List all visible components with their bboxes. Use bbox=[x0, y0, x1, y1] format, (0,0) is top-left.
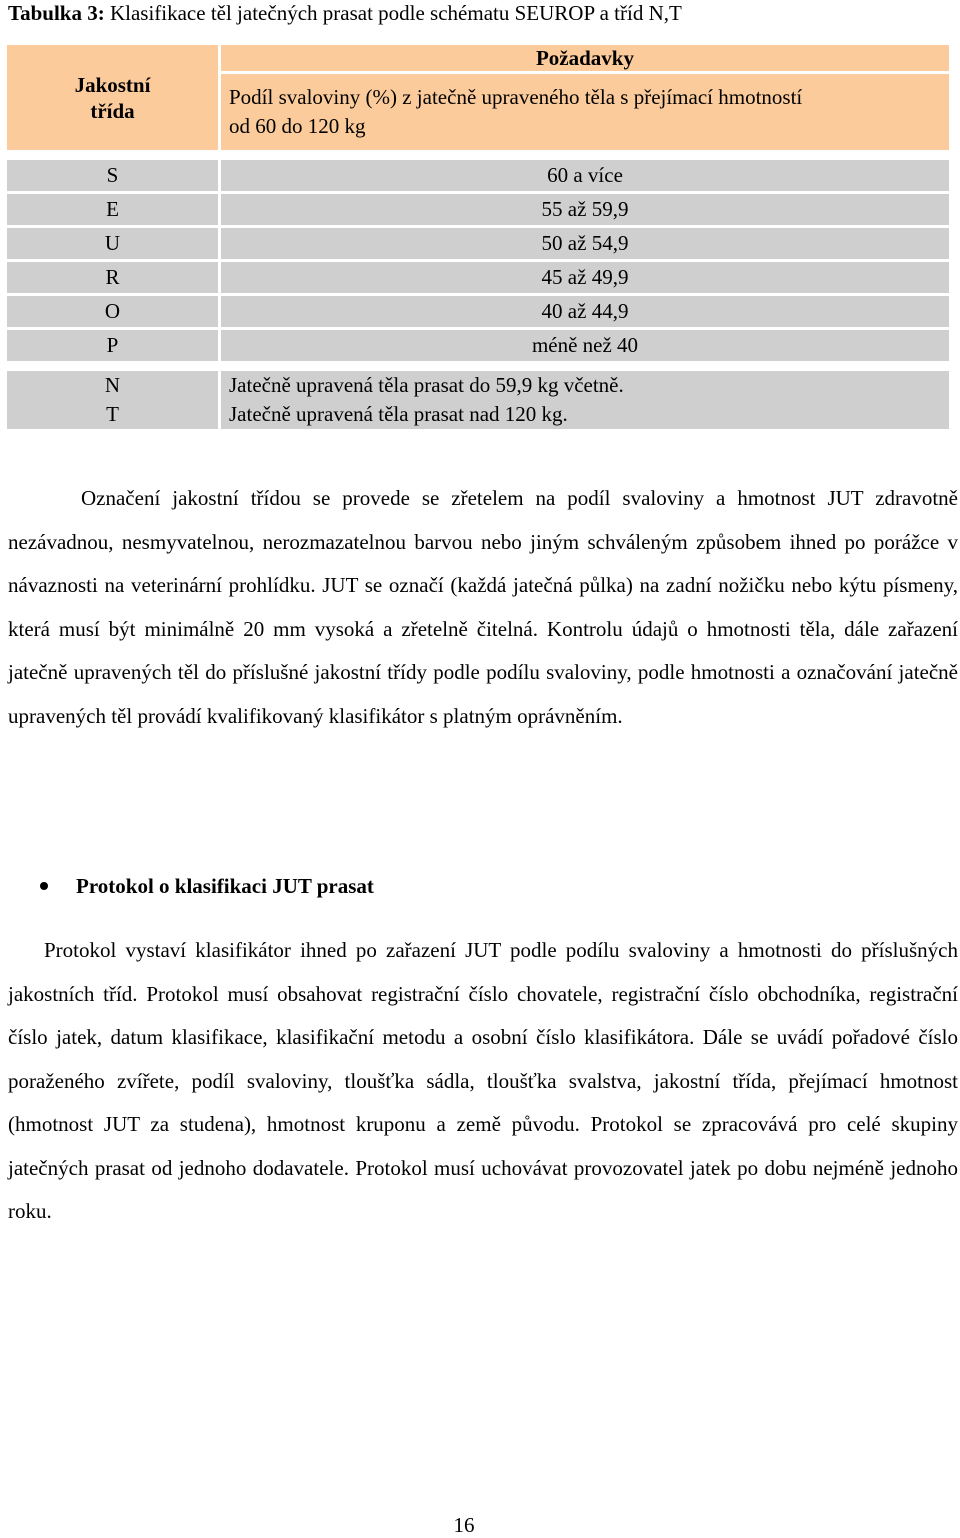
row-value-e: 55 až 59,9 bbox=[221, 194, 949, 225]
table-caption bbox=[8, 0, 682, 26]
row-class-t: T bbox=[106, 402, 119, 426]
header-quality-class-line1: Jakostní bbox=[74, 72, 151, 97]
paragraph-marking: Označení jakostní třídou se provede se zřetelem na podíl svaloviny a hmotnost JUT zdravotně nezávadnou, nesmyvatelnou, nerozmazatelnou barvou nebo jiným schváleným způsobem ihned po porážce v návaznosti na veterinární prohlídku. JUT se označí (každá jatečná půlka) na zadní nožičku nebo kýtu písmeny, která musí být minimálně 20 mm vysoká a zřetelně čitelná. Kontrolu údajů o hmotnosti těla, dále zařazení jatečně upravených těl do příslušné jakostní třídy podle podílu svaloviny, podle hmotnosti a označování jatečně upravených těl provádí kvalifikovaný klasifikátor s platným oprávněním. bbox=[8, 486, 958, 728]
row-value-n: Jatečně upravená těla prasat do 59,9 kg včetně. bbox=[229, 373, 624, 397]
header-requirements-desc-line2: od 60 do 120 kg bbox=[229, 114, 366, 138]
header-quality-class-line2: třída bbox=[90, 98, 135, 123]
page-number: 16 bbox=[453, 1513, 475, 1537]
table-gap bbox=[7, 364, 949, 368]
table-row bbox=[7, 296, 949, 327]
table-row bbox=[7, 194, 949, 225]
header-quality-class bbox=[7, 45, 218, 150]
row-value-nt bbox=[221, 371, 949, 429]
header-requirements-desc-line1: Podíl svaloviny (%) z jatečně upraveného těla s přejímací hmotností bbox=[229, 85, 803, 109]
row-class-e: E bbox=[7, 194, 218, 225]
row-class-p: P bbox=[7, 330, 218, 361]
row-class-r: R bbox=[7, 262, 218, 293]
paragraph-protocol: Protokol vystaví klasifikátor ihned po zařazení JUT podle podílu svaloviny a hmotnosti do příslušných jakostních tříd. Protokol musí obsahovat registrační číslo chovatele, registrační číslo obchodníka, registrační číslo jatek, datum klasifikace, klasifikační metodu a osobní číslo klasifikátora. Dále se uvádí pořadové číslo poraženého zvířete, podíl svaloviny, tloušťka sádla, tloušťka svalstva, jakostní třída, přejímací hmotnost (hmotnost JUT za studena), hmotnost kruponu a země původu. Protokol se zpracovává pro celé skupiny jatečných prasat od jednoho dodavatele. Protokol musí uchovávat provozovatel jatek po dobu nejméně jednoho roku. bbox=[8, 938, 958, 1223]
bullet-heading bbox=[40, 870, 374, 902]
header-requirements-desc bbox=[221, 74, 949, 150]
row-class-n: N bbox=[104, 373, 121, 397]
table-row bbox=[7, 228, 949, 259]
row-class-o: O bbox=[7, 296, 218, 327]
table-caption-text: Klasifikace těl jatečných prasat podle schématu SEUROP a tříd N,T bbox=[104, 1, 682, 25]
row-class-s: S bbox=[7, 160, 218, 191]
table-row bbox=[7, 160, 949, 191]
row-value-r: 45 až 49,9 bbox=[221, 262, 949, 293]
row-value-o: 40 až 44,9 bbox=[221, 296, 949, 327]
bullet-dot-icon bbox=[40, 882, 48, 890]
table-gap bbox=[7, 153, 949, 157]
row-value-t: Jatečně upravená těla prasat nad 120 kg. bbox=[229, 402, 568, 426]
row-value-p: méně než 40 bbox=[221, 330, 949, 361]
table-row bbox=[7, 262, 949, 293]
row-value-u: 50 až 54,9 bbox=[221, 228, 949, 259]
row-class-nt bbox=[7, 371, 218, 429]
row-class-u: U bbox=[7, 228, 218, 259]
table-caption-label: Tabulka 3: bbox=[8, 1, 105, 25]
table-row-nt bbox=[7, 371, 949, 429]
table-header-row bbox=[7, 45, 949, 71]
bullet-heading-text: Protokol o klasifikaci JUT prasat bbox=[76, 874, 374, 898]
row-value-s: 60 a více bbox=[221, 160, 949, 191]
table-row bbox=[7, 330, 949, 361]
classification-table bbox=[4, 42, 952, 432]
header-requirements-title: Požadavky bbox=[221, 45, 949, 71]
